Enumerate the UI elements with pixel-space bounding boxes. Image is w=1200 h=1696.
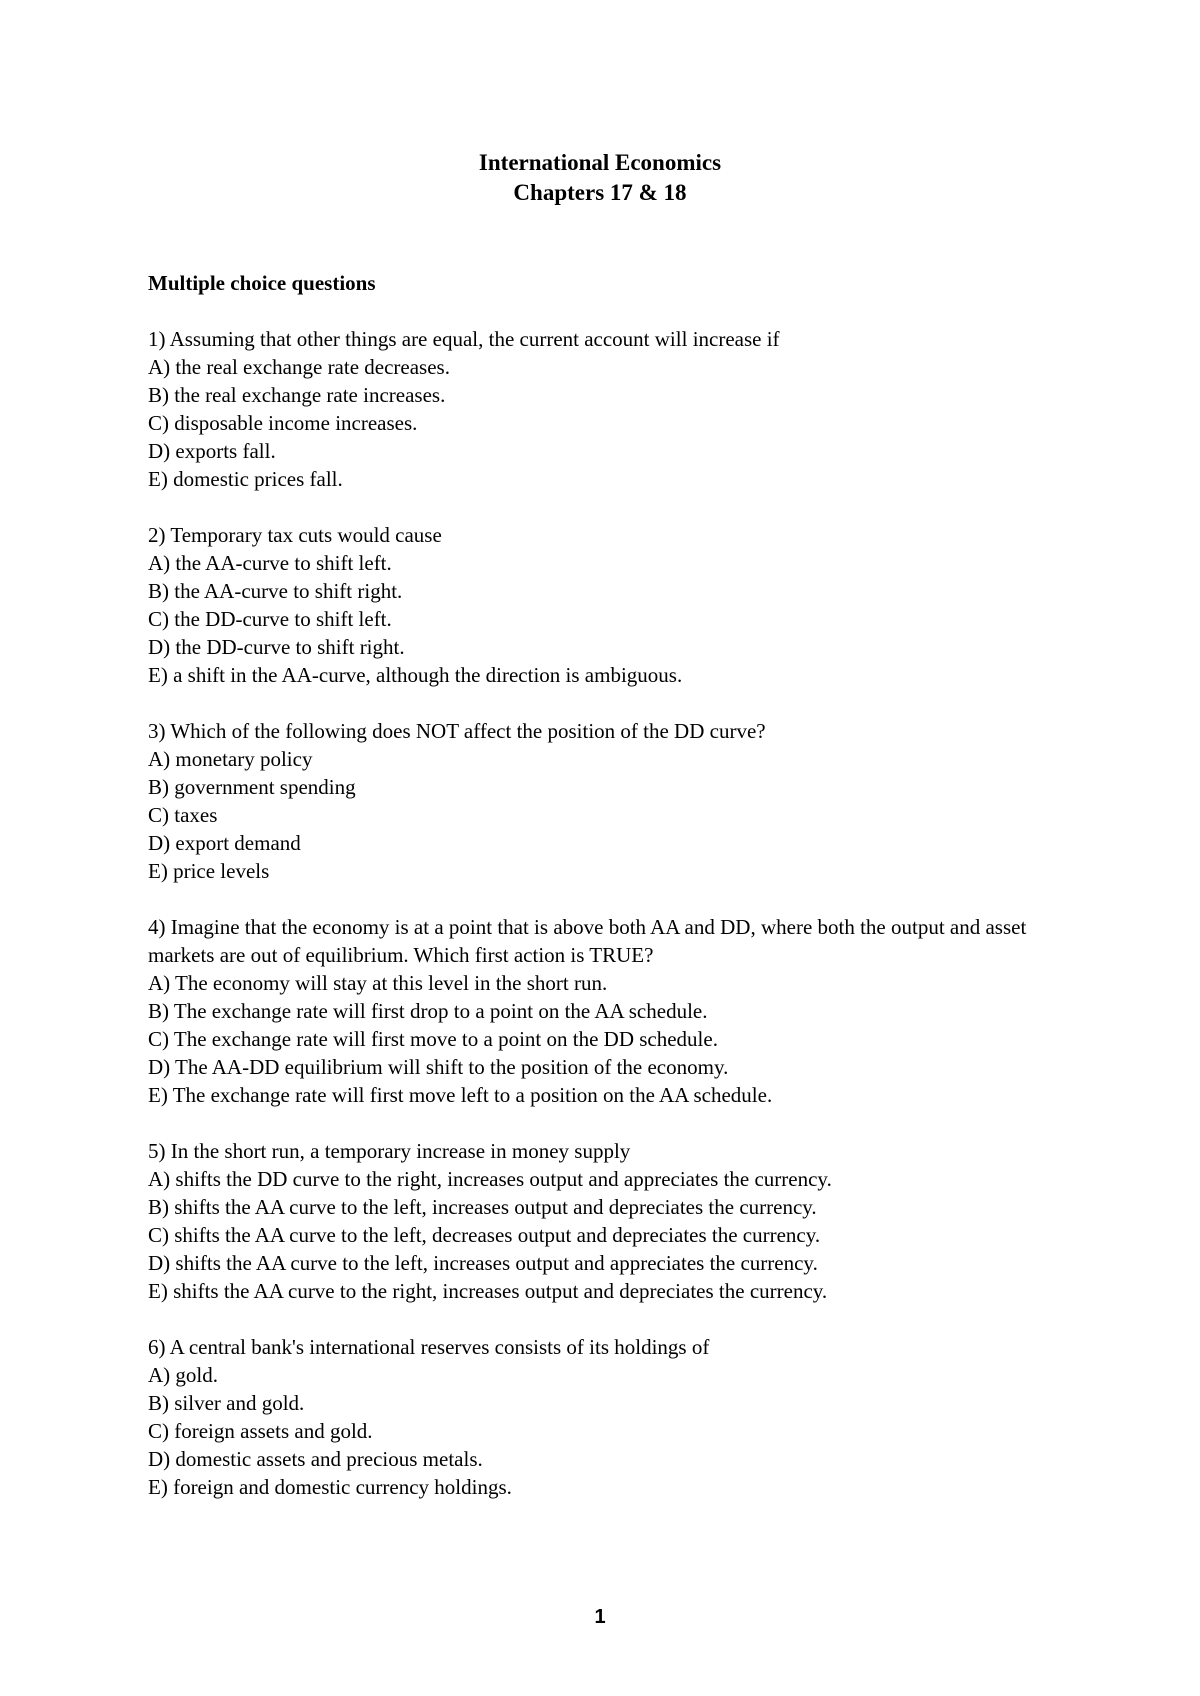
question-stem: 5) In the short run, a temporary increase in money supply — [148, 1139, 631, 1163]
answer-option: B) the AA-curve to shift right. — [148, 579, 403, 603]
document-subtitle: Chapters 17 & 18 — [513, 180, 687, 205]
answer-option: C) taxes — [148, 803, 218, 827]
answer-option: A) the real exchange rate decreases. — [148, 355, 450, 379]
question-3 — [148, 717, 1068, 885]
question-stem: 2) Temporary tax cuts would cause — [148, 523, 442, 547]
answer-option: B) government spending — [148, 775, 356, 799]
answer-option: C) shifts the AA curve to the left, decreases output and depreciates the currency. — [148, 1223, 821, 1247]
answer-option: C) foreign assets and gold. — [148, 1419, 373, 1443]
answer-option: A) monetary policy — [148, 747, 313, 771]
answer-option: D) shifts the AA curve to the left, increases output and appreciates the currency. — [148, 1251, 818, 1275]
answer-option: E) domestic prices fall. — [148, 467, 343, 491]
question-5 — [148, 1137, 1068, 1305]
title-block — [0, 148, 1200, 208]
document-body — [148, 269, 1068, 1529]
answer-option: D) domestic assets and precious metals. — [148, 1447, 483, 1471]
answer-option: B) The exchange rate will first drop to a point on the AA schedule. — [148, 999, 708, 1023]
answer-option: D) the DD-curve to shift right. — [148, 635, 405, 659]
answer-option: B) shifts the AA curve to the left, increases output and depreciates the currency. — [148, 1195, 817, 1219]
question-6 — [148, 1333, 1068, 1501]
answer-option: C) the DD-curve to shift left. — [148, 607, 392, 631]
answer-option: A) shifts the DD curve to the right, increases output and appreciates the currency. — [148, 1167, 832, 1191]
answer-option: A) gold. — [148, 1363, 218, 1387]
answer-option: D) export demand — [148, 831, 301, 855]
question-stem: 4) Imagine that the economy is at a point that is above both AA and DD, where both the output and asset markets are out of equilibrium. Which first action is TRUE? — [148, 915, 1027, 967]
document-title: International Economics — [478, 150, 722, 175]
question-stem: 6) A central bank's international reserves consists of its holdings of — [148, 1335, 710, 1359]
page-number: 1 — [594, 1606, 606, 1628]
question-2 — [148, 521, 1068, 689]
answer-option: E) a shift in the AA-curve, although the direction is ambiguous. — [148, 663, 683, 687]
section-heading: Multiple choice questions — [148, 271, 376, 295]
answer-option: E) price levels — [148, 859, 270, 883]
answer-option: B) the real exchange rate increases. — [148, 383, 446, 407]
answer-option: D) The AA-DD equilibrium will shift to the position of the economy. — [148, 1055, 729, 1079]
answer-option: C) The exchange rate will first move to a point on the DD schedule. — [148, 1027, 718, 1051]
answer-option: E) foreign and domestic currency holdings. — [148, 1475, 512, 1499]
answer-option: A) the AA-curve to shift left. — [148, 551, 392, 575]
answer-option: B) silver and gold. — [148, 1391, 305, 1415]
question-stem: 1) Assuming that other things are equal, the current account will increase if — [148, 327, 780, 351]
question-stem: 3) Which of the following does NOT affect the position of the DD curve? — [148, 719, 766, 743]
question-4 — [148, 913, 1068, 1109]
answer-option: E) The exchange rate will first move left to a position on the AA schedule. — [148, 1083, 773, 1107]
answer-option: E) shifts the AA curve to the right, increases output and depreciates the currency. — [148, 1279, 828, 1303]
answer-option: A) The economy will stay at this level in the short run. — [148, 971, 608, 995]
answer-option: D) exports fall. — [148, 439, 276, 463]
question-1 — [148, 325, 1068, 493]
answer-option: C) disposable income increases. — [148, 411, 418, 435]
